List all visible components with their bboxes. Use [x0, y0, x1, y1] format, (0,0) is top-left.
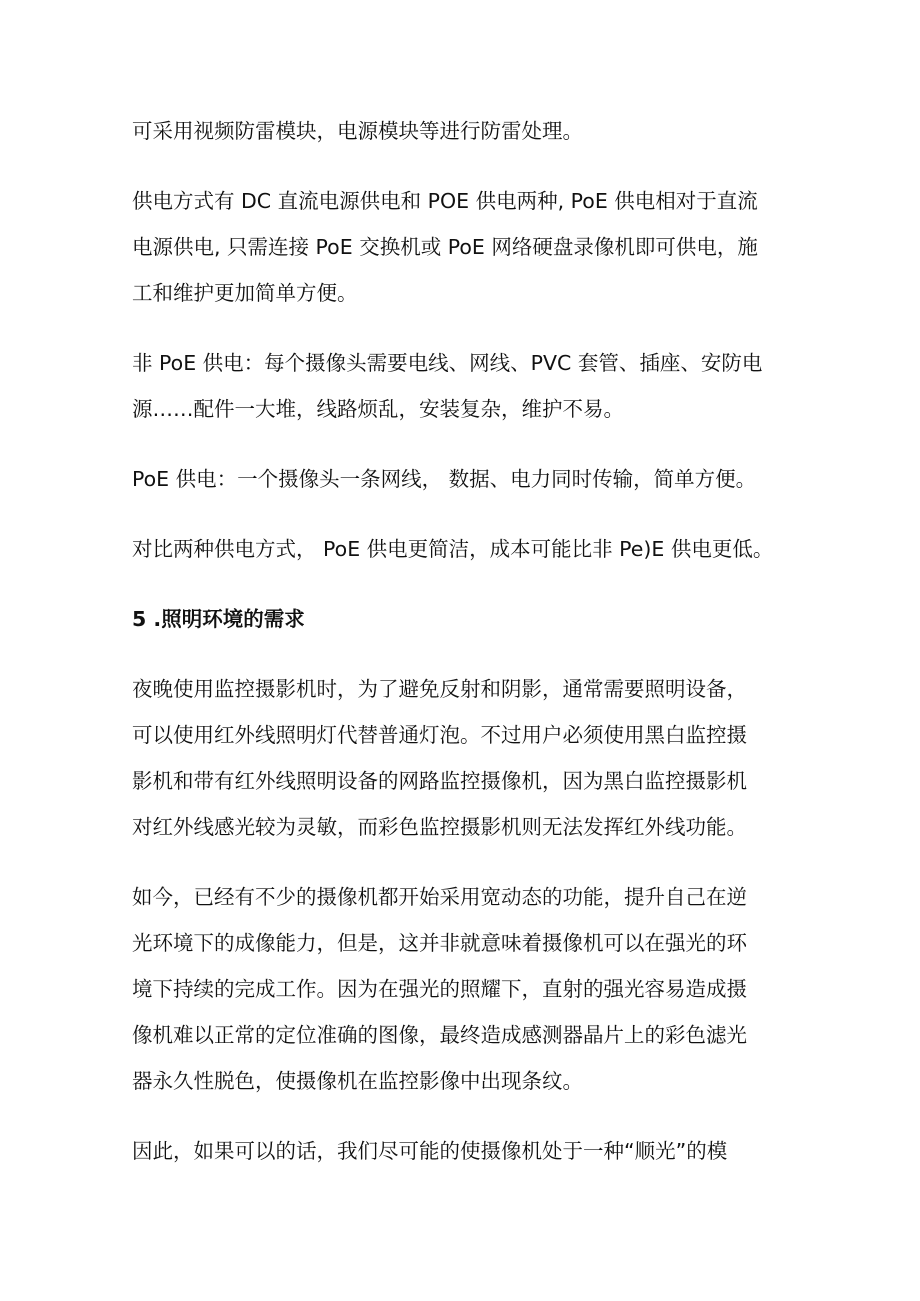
- text-line: 可以使用红外线照明灯代替普通灯泡。不过用户必须使用黑白监控摄: [132, 723, 747, 747]
- text-line: 对比两种供电方式， PoE 供电更简洁，成本可能比非 Pe)E 供电更低。: [132, 537, 774, 561]
- text-line: 夜晚使用监控摄影机时，为了避免反射和阴影，通常需要照明设备，: [132, 677, 747, 701]
- text-line: 可采用视频防雷模块，电源模块等进行防雷处理。: [132, 119, 583, 143]
- text-line: 器永久性脱色，使摄像机在监控影像中出现条纹。: [132, 1069, 583, 1093]
- document-page: [132, 108, 794, 1198]
- paragraph-power-methods: [132, 178, 794, 316]
- paragraph-lightning-protection: [132, 108, 794, 154]
- paragraph-wide-dynamic-range: [132, 874, 794, 1104]
- text-line: 光环境下的成像能力，但是，这并非就意味着摄像机可以在强光的环: [132, 931, 747, 955]
- paragraph-poe-power: [132, 456, 794, 502]
- paragraph-front-lighting: [132, 1128, 794, 1174]
- text-line: 供电方式有 DC 直流电源供电和 POE 供电两种, PoE 供电相对于直流: [132, 189, 758, 213]
- paragraph-night-lighting: [132, 666, 794, 850]
- text-line: 源……配件一大堆，线路烦乱，安装复杂，维护不易。: [132, 397, 624, 421]
- text-line: 工和维护更加简单方便。: [132, 281, 358, 305]
- text-line: 境下持续的完成工作。因为在强光的照耀下，直射的强光容易造成摄: [132, 977, 747, 1001]
- text-line: 电源供电, 只需连接 PoE 交换机或 PoE 网络硬盘录像机即可供电，施: [132, 235, 758, 259]
- paragraph-power-comparison: [132, 526, 794, 572]
- text-line: 影机和带有红外线照明设备的网路监控摄像机，因为黑白监控摄影机: [132, 769, 747, 793]
- text-line: 像机难以正常的定位准确的图像，最终造成感测器晶片上的彩色滤光: [132, 1023, 747, 1047]
- text-line: PoE 供电：一个摄像头一条网线， 数据、电力同时传输，简单方便。: [132, 467, 757, 491]
- paragraph-non-poe-power: [132, 340, 794, 432]
- text-line: 如今，已经有不少的摄像机都开始采用宽动态的功能，提升自己在逆: [132, 885, 747, 909]
- text-line: 对红外线感光较为灵敏，而彩色监控摄影机则无法发挥红外线功能。: [132, 815, 747, 839]
- text-line: 因此，如果可以的话，我们尽可能的使摄像机处于一种“顺光”的模: [132, 1139, 728, 1163]
- text-line: 非 PoE 供电：每个摄像头需要电线、网线、PVC 套管、插座、安防电: [132, 351, 763, 375]
- section-heading: 5 .照明环境的需求: [132, 607, 305, 631]
